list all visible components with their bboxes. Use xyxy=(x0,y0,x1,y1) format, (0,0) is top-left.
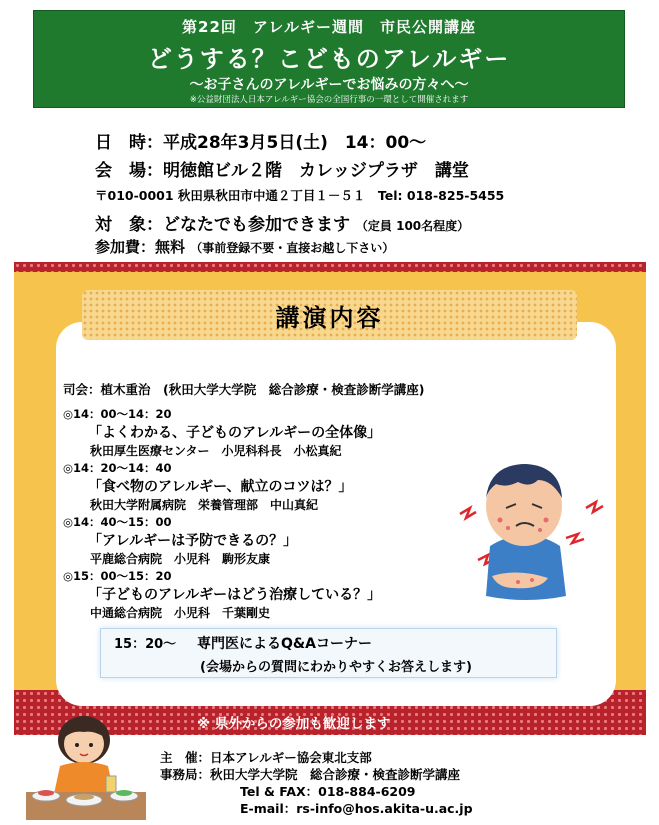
itchy-child-illustration xyxy=(448,428,618,608)
date-value: 平成28年3月5日(土) 14：00～ xyxy=(163,133,427,153)
host-label: 主 催： xyxy=(160,750,211,765)
subtitle: ～お子さんのアレルギーでお悩みの方々へ～ xyxy=(189,77,469,93)
email: E-mail：rs-info@hos.akita-u.ac.jp xyxy=(240,801,473,816)
talk-speaker: 中通総合病院 小児科 千葉剛史 xyxy=(90,606,271,620)
venue-value: 明徳館ビル２階 カレッジプラザ 講堂 xyxy=(163,161,469,181)
date-label: 日 時： xyxy=(95,133,163,153)
talk-title: 「アレルギーは予防できるの？」 xyxy=(88,533,298,549)
talk-time: ◎14：20～14：40 xyxy=(63,461,172,475)
fee-label: 参加費： xyxy=(95,238,156,256)
talk-speaker: 秋田大学附属病院 栄養管理部 中山真紀 xyxy=(90,498,319,512)
chair: 司会：植木重治 (秋田大学大学院 総合診療・検査診断学講座) xyxy=(63,382,425,397)
office-label: 事務局： xyxy=(160,767,211,782)
qa-box xyxy=(100,628,557,678)
welcome-note: ※ 県外からの参加も歓迎します xyxy=(197,716,391,732)
fee-note: （事前登録不要・直接お越し下さい） xyxy=(190,241,395,255)
venue-row xyxy=(95,156,469,181)
talk-speaker: 平鹿総合病院 小児科 駒形友康 xyxy=(90,552,271,566)
header-banner xyxy=(33,10,625,108)
target-value: どなたでも参加できます xyxy=(163,215,350,235)
polka-border-top xyxy=(14,262,646,272)
target-label: 対 象： xyxy=(95,215,163,235)
office-row xyxy=(160,765,460,783)
fee-value: 無料 xyxy=(155,238,186,256)
talk-speaker: 秋田厚生医療センター 小児科科長 小松真紀 xyxy=(90,444,342,458)
qa-subtitle: (会場からの質問にわかりやすくお答えします) xyxy=(200,660,472,675)
venue-label: 会 場： xyxy=(95,161,163,181)
talk-time: ◎14：00～14：20 xyxy=(63,407,172,421)
program-heading-band xyxy=(82,290,577,340)
program-heading: 講演内容 xyxy=(275,304,384,332)
fee-row xyxy=(95,236,394,257)
qa-time: 15：20～ xyxy=(114,637,177,652)
eating-girl-illustration xyxy=(26,712,146,820)
organizer-note: ※公益財団法人日本アレルギー協会の全国行事の一環として開催されます xyxy=(189,95,469,105)
capacity-note: （定員 100名程度） xyxy=(355,219,470,233)
qa-title: 専門医によるQ&Aコーナー xyxy=(197,636,372,652)
talk-title: 「子どものアレルギーはどう治療している？」 xyxy=(88,587,382,603)
target-row xyxy=(95,210,469,235)
date-row xyxy=(95,128,426,153)
event-series: 第22回 アレルギー週間 市民公開講座 xyxy=(182,18,476,36)
talk-title: 「よくわかる、子どものアレルギーの全体像」 xyxy=(88,425,382,441)
talk-time: ◎15：00～15：20 xyxy=(63,569,172,583)
talk-time: ◎14：40～15：00 xyxy=(63,515,172,529)
page-title: どうする？こどものアレルギー xyxy=(147,45,511,73)
office: 秋田大学大学院 総合診療・検査診断学講座 xyxy=(210,767,461,782)
tel-fax: Tel & FAX：018-884-6209 xyxy=(240,784,416,799)
address: 〒010-0001 秋田県秋田市中通２丁目１－５１ Tel: 018-825-5455 xyxy=(95,188,505,203)
host: 日本アレルギー協会東北支部 xyxy=(210,750,372,765)
talk-title: 「食べ物のアレルギー、献立のコツは？」 xyxy=(88,479,353,495)
host-row xyxy=(160,748,372,766)
